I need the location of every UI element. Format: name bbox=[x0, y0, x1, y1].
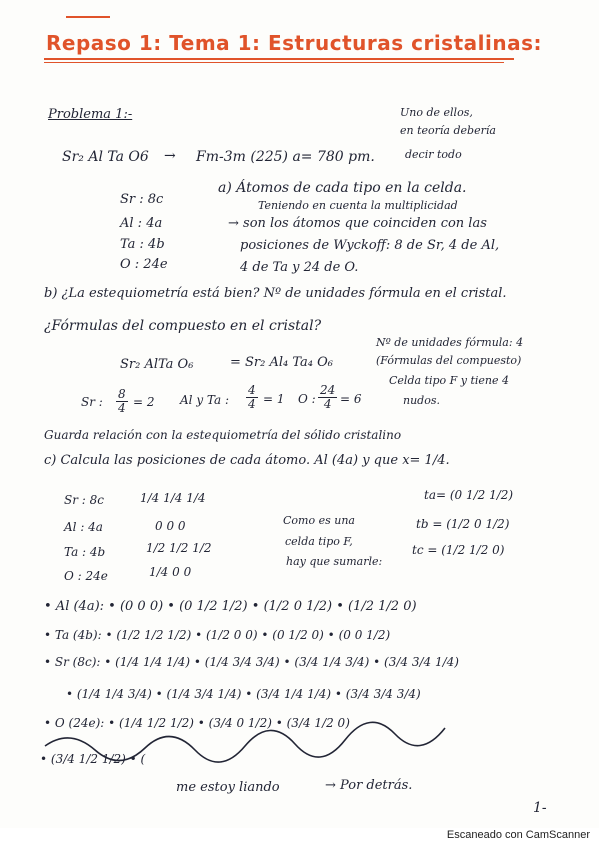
part-b-note-3: Celda tipo F y tiene 4 bbox=[389, 374, 510, 387]
part-b-line-1: b) ¿La estequiometría está bien? Nº de unidades fórmula en el cristal. bbox=[44, 286, 507, 301]
footer-bar bbox=[0, 828, 599, 848]
part-b-formula-left: Sr₂ AlTa O₆ bbox=[120, 357, 194, 372]
space-group-line: Fm-3m (225) a= 780 pm. bbox=[196, 149, 375, 165]
table-coords-o: 1/4 0 0 bbox=[149, 565, 192, 579]
table-coords-ta: 1/2 1/2 1/2 bbox=[146, 541, 212, 555]
problem-label: Problema 1:- bbox=[48, 107, 133, 122]
site-ta: Ta : 4b bbox=[120, 237, 165, 252]
positions-o-1: • O (24e): • (1/4 1/2 1/2) • (3/4 0 1/2) • (3/4 1/2 0) bbox=[44, 716, 350, 730]
ratio-o-numerator: 24 bbox=[320, 383, 336, 397]
ratio-sr-denominator: 4 bbox=[118, 401, 126, 415]
page-title: Repaso 1: Tema 1: Estructuras cristalinas: bbox=[46, 31, 542, 55]
table-site-sr: Sr : 8c bbox=[64, 493, 104, 507]
part-b-line-2: ¿Fórmulas del compuesto en el cristal? bbox=[44, 318, 322, 334]
positions-ta: • Ta (4b): • (1/2 1/2 1/2) • (1/2 0 0) • (0 1/2 0) • (0 0 1/2) bbox=[44, 628, 391, 642]
title-underline-2 bbox=[44, 62, 504, 63]
site-o: O : 24e bbox=[120, 257, 168, 272]
top-rule bbox=[66, 16, 110, 18]
part-b-conclusion: Guarda relación con la estequiometría del sólido cristalino bbox=[44, 428, 402, 442]
ratio-sr-result: = 2 bbox=[133, 395, 155, 409]
closing-arrow: → Por detrás. bbox=[325, 778, 413, 793]
part-b-note-2: (Fórmulas del compuesto) bbox=[376, 354, 522, 367]
title-underline bbox=[44, 58, 514, 60]
part-a-answer-3: 4 de Ta y 24 de O. bbox=[240, 260, 359, 275]
ratio-o-label: O : bbox=[298, 392, 316, 406]
page-number: 1- bbox=[533, 800, 547, 816]
ratio-sr-fraction bbox=[116, 388, 128, 415]
positions-al: • Al (4a): • (0 0 0) • (0 1/2 1/2) • (1/2 0 1/2) • (1/2 1/2 0) bbox=[44, 599, 417, 614]
part-a-answer-2: posiciones de Wyckoff: 8 de Sr, 4 de Al, bbox=[240, 238, 500, 253]
ratio-sr-label: Sr : bbox=[81, 395, 103, 409]
arrow-glyph: → bbox=[164, 148, 176, 164]
margin-note-line-1: Uno de ellos, bbox=[400, 106, 473, 119]
part-b-formula-mid: = Sr₂ Al₄ Ta₄ O₆ bbox=[230, 355, 334, 370]
part-a-question: a) Átomos de cada tipo en la celda. bbox=[218, 180, 467, 196]
ratio-sr-numerator: 8 bbox=[118, 387, 126, 401]
part-a-small-note: Teniendo en cuenta la multiplicidad bbox=[258, 199, 458, 212]
ratio-alta-label: Al y Ta : bbox=[180, 393, 229, 407]
part-b-note-1: Nº de unidades fórmula: 4 bbox=[376, 336, 524, 349]
part-a-answer-1: → son los átomos que coinciden con las bbox=[228, 216, 487, 231]
positions-o-2: • (3/4 1/2 1/2) • ( bbox=[40, 752, 146, 766]
ratio-alta-denominator: 4 bbox=[248, 397, 256, 411]
positions-sr-1: • Sr (8c): • (1/4 1/4 1/4) • (1/4 3/4 3/4) • (3/4 1/4 3/4) • (3/4 3/4 1/4) bbox=[44, 655, 459, 669]
table-coords-al: 0 0 0 bbox=[155, 519, 186, 533]
closing-text: me estoy liando bbox=[176, 780, 280, 795]
ratio-o-result: = 6 bbox=[340, 392, 362, 406]
scanner-watermark: Escaneado con CamScanner bbox=[446, 829, 590, 841]
translation-b: tb = (1/2 0 1/2) bbox=[416, 517, 510, 531]
translation-a: ta= (0 1/2 1/2) bbox=[424, 488, 514, 502]
part-b-note-4: nudos. bbox=[403, 394, 440, 407]
table-site-o: O : 24e bbox=[64, 569, 108, 583]
table-site-al: Al : 4a bbox=[64, 520, 103, 534]
table-coords-sr: 1/4 1/4 1/4 bbox=[140, 491, 206, 505]
fcc-note-3: hay que sumarle: bbox=[286, 555, 383, 568]
ratio-alta-fraction bbox=[246, 384, 258, 411]
ratio-o-fraction bbox=[318, 384, 337, 411]
translation-c: tc = (1/2 1/2 0) bbox=[412, 543, 505, 557]
site-sr: Sr : 8c bbox=[120, 192, 164, 207]
positions-sr-2: • (1/4 1/4 3/4) • (1/4 3/4 1/4) • (3/4 1/4 1/4) • (3/4 3/4 3/4) bbox=[66, 687, 421, 701]
ratio-alta-result: = 1 bbox=[263, 392, 285, 406]
margin-note-line-2: en teoría debería bbox=[400, 124, 496, 137]
ratio-o-denominator: 4 bbox=[323, 397, 332, 411]
margin-note-line-3: decir todo bbox=[405, 148, 462, 161]
site-al: Al : 4a bbox=[120, 216, 163, 231]
fcc-note-2: celda tipo F, bbox=[285, 535, 353, 548]
part-c-question: c) Calcula las posiciones de cada átomo. Al (4a) y que x= 1/4. bbox=[44, 453, 450, 468]
ratio-alta-numerator: 4 bbox=[248, 383, 256, 397]
table-site-ta: Ta : 4b bbox=[64, 545, 106, 559]
compound-formula: Sr₂ Al Ta O6 bbox=[62, 149, 149, 165]
fcc-note-1: Como es una bbox=[283, 514, 355, 527]
